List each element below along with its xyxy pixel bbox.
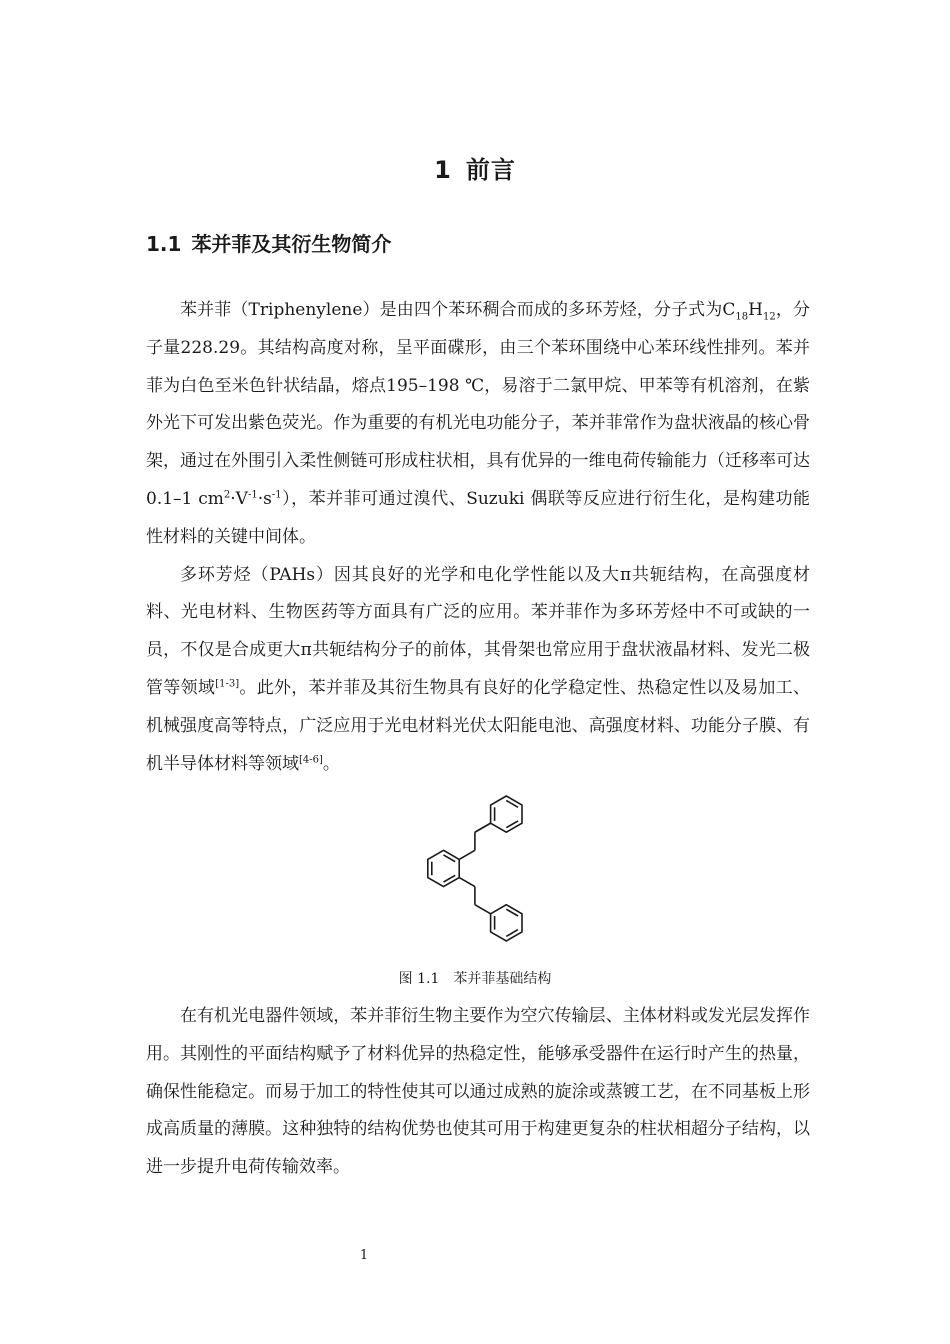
paragraph-1-text-b: H — [748, 300, 763, 320]
citation-4-6: [4-6] — [299, 753, 323, 765]
paragraph-1-text-c: ，分子量228.29。其结构高度对称，呈平面碟形，由三个苯环围绕中心苯环线性排列。苯并菲为白色至米色针状结晶，熔点195–198 ℃，易溶于二氯甲烷、甲苯等有机溶剂，在紫外光下可发出紫色荧光。作为重要的有机光电功能分子，苯并菲常作为盘状液晶的核心骨架，通过在外围引入柔性侧链可形成柱状相，具有优异的一维电荷传输能力（迁移率可达0.1–1 cm — [146, 300, 810, 509]
section-title — [146, 228, 391, 257]
figure-caption-text: 苯并菲基础结构 — [453, 971, 552, 987]
paragraph-1-text-d: ·V — [230, 488, 248, 509]
body-text-upper — [146, 292, 810, 783]
paragraph-2-text-a: 多环芳烃（PAHs）因其良好的光学和电化学性能以及大π共轭结构，在高强度材料、光电材料、生物医药等方面具有广泛的应用。苯并菲作为多环芳烃中不可或缺的一员，不仅是合成更大π共轭结构分子的前体，其骨架也常应用于盘状液晶材料、发光二极管等领域 — [146, 564, 810, 698]
paragraph-1-sub-c: 18 — [735, 311, 749, 323]
paragraph-2 — [146, 557, 810, 784]
paragraph-1-text-f: ），苯并菲可通过溴代、Suzuki 偶联等反应进行衍生化，是构建功能性材料的关键中间体。 — [146, 488, 810, 547]
page-number: 1 — [359, 1248, 369, 1263]
body-text-lower — [146, 998, 810, 1187]
paragraph-2-text-c: 。 — [322, 753, 340, 774]
section-title-text: 苯并菲及其衍生物简介 — [191, 232, 392, 256]
paragraph-1-text-a: 苯并菲（Triphenylene）是由四个苯环稠合而成的多环芳烃，分子式为C — [180, 300, 736, 320]
figure-number: 图 1.1 — [398, 971, 440, 987]
paragraph-3: 在有机光电器件领域，苯并菲衍生物主要作为空穴传输层、主体材料或发光层发挥作用。其刚性的平面结构赋予了材料优异的热稳定性，能够承受器件在运行时产生的热量，确保性能稳定。而易于加工的特性使其可以通过成熟的旋涂或蒸镀工艺，在不同基板上形成高质量的薄膜。这种独特的结构优势也使其可用于构建更复杂的柱状相超分子结构，以进一步提升电荷传输效率。 — [146, 1006, 810, 1178]
paragraph-1-sup-s: -1 — [271, 489, 282, 501]
citation-1-3: [1-3] — [215, 678, 240, 690]
chapter-number: 1 — [434, 156, 452, 184]
paragraph-2-text-b: 。此外，苯并菲及其衍生物具有良好的化学稳定性、热稳定性以及易加工、机械强度高等特点，广泛应用于光电材料光伏太阳能电池、高强度材料、功能分子膜、有机半导体材料等领域 — [146, 677, 811, 774]
chapter-title — [0, 150, 950, 185]
paragraph-1-sup-v: -1 — [247, 489, 258, 501]
figure-caption — [0, 968, 950, 988]
section-number: 1.1 — [146, 232, 182, 256]
paragraph-1 — [146, 292, 810, 557]
paragraph-1-sup-2: 2 — [223, 489, 231, 501]
chapter-title-text: 前言 — [465, 156, 516, 184]
paragraph-1-text-e: ·s — [257, 488, 272, 509]
triphenylene-structure-icon — [400, 792, 550, 944]
paragraph-1-sub-h: 12 — [762, 311, 776, 323]
